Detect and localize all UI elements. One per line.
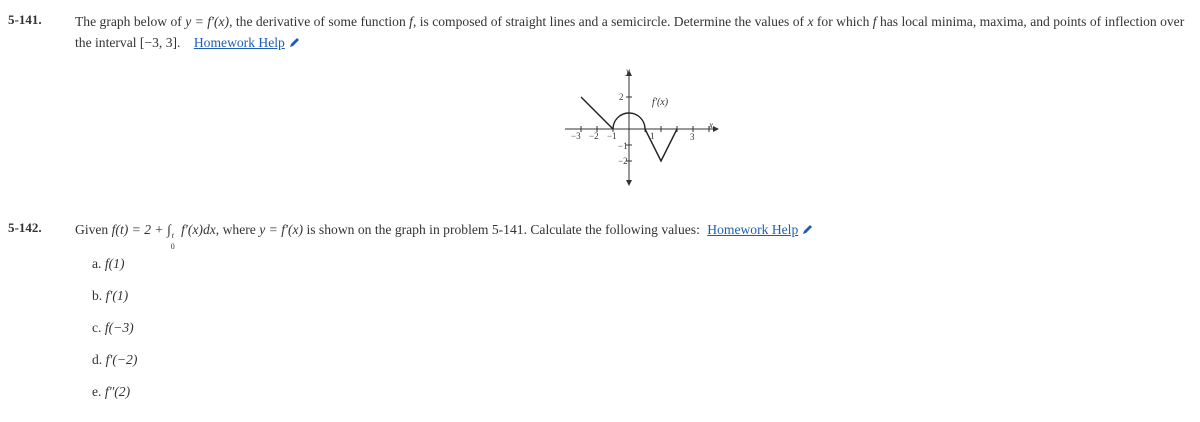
x-tick-label-neg3: −3 — [571, 131, 581, 141]
subitem-e — [92, 384, 130, 400]
subitem-label: a. — [92, 256, 102, 271]
subitem-c — [92, 320, 134, 336]
x-tick-label-neg2: −2 — [589, 131, 599, 141]
p2-text-a: Given — [75, 222, 109, 237]
subitem-expr: f(1) — [104, 256, 125, 271]
subitem-expr: f″(2) — [104, 384, 131, 399]
subitem-expr: f(−3) — [104, 320, 134, 335]
p1-text-a: The graph below of — [75, 14, 182, 29]
subitem-label: d. — [92, 352, 103, 367]
subitem-label: b. — [92, 288, 103, 303]
x-tick-label-3: 3 — [690, 132, 695, 142]
x-axis-label: x — [709, 120, 713, 130]
subitem-expr: f′(1) — [105, 288, 129, 303]
y-tick-label-2: 2 — [619, 92, 624, 102]
curve-line-left — [581, 97, 613, 129]
x-tick-label-neg1: −1 — [607, 131, 617, 141]
problem-number-5-141: 5-141. — [8, 12, 42, 27]
y-tick-label-neg2: −2 — [618, 156, 628, 166]
problem-5-142-text — [75, 219, 1190, 251]
homework-help-link-5-141[interactable] — [194, 35, 300, 50]
integral-lower-bound: 0 — [170, 242, 175, 251]
p2-math-integrand: f′(x)dx — [181, 222, 216, 237]
problem-5-141-text — [75, 11, 1190, 53]
p2-math-y: y = f′(x) — [259, 222, 304, 237]
curve-label: f′(x) — [652, 97, 669, 108]
p1-math-f: f — [409, 14, 413, 29]
pencil-icon — [288, 37, 300, 49]
y-tick-label-neg1: −1 — [618, 141, 628, 151]
subitem-label: c. — [92, 320, 102, 335]
p1-math-x: x — [807, 14, 814, 29]
p2-text-d: , where — [215, 222, 256, 237]
x-axis-arrow — [713, 126, 719, 132]
subitem-expr: f′(−2) — [105, 352, 138, 367]
subitem-d — [92, 352, 137, 368]
subitem-a — [92, 256, 124, 272]
p1-text-e: , is composed of straight lines and a semicircle. Determine the values of — [412, 14, 805, 29]
p1-text-g: for which — [816, 14, 870, 29]
subitem-b — [92, 288, 128, 304]
y-axis-label: y — [626, 66, 630, 76]
p2-text-f: is shown on the graph in problem 5-141. Calculate the following values: — [306, 222, 700, 237]
x-tick-label-1: 1 — [650, 131, 655, 141]
integral-upper-bound: t — [171, 231, 174, 240]
homework-help-link-5-142[interactable] — [707, 222, 813, 237]
p2-math-ft: f(t) = 2 + ∫ — [111, 222, 171, 237]
p1-math-derivative: y = f′(x) — [185, 14, 230, 29]
homework-help-label: Homework Help — [707, 222, 799, 237]
y-axis-arrow-down — [626, 180, 632, 186]
p1-math-f-2: f — [872, 14, 877, 29]
problem-number-5-142: 5-142. — [8, 220, 42, 235]
subitem-label: e. — [92, 384, 102, 399]
homework-help-label: Homework Help — [193, 35, 285, 50]
pencil-icon — [801, 224, 813, 236]
p1-text-i: has local minima, maxima, and points of inflection over the interval [−3, 3]. — [75, 14, 1185, 50]
derivative-graph — [555, 64, 725, 190]
p1-text-c: , the derivative of some function — [229, 14, 406, 29]
